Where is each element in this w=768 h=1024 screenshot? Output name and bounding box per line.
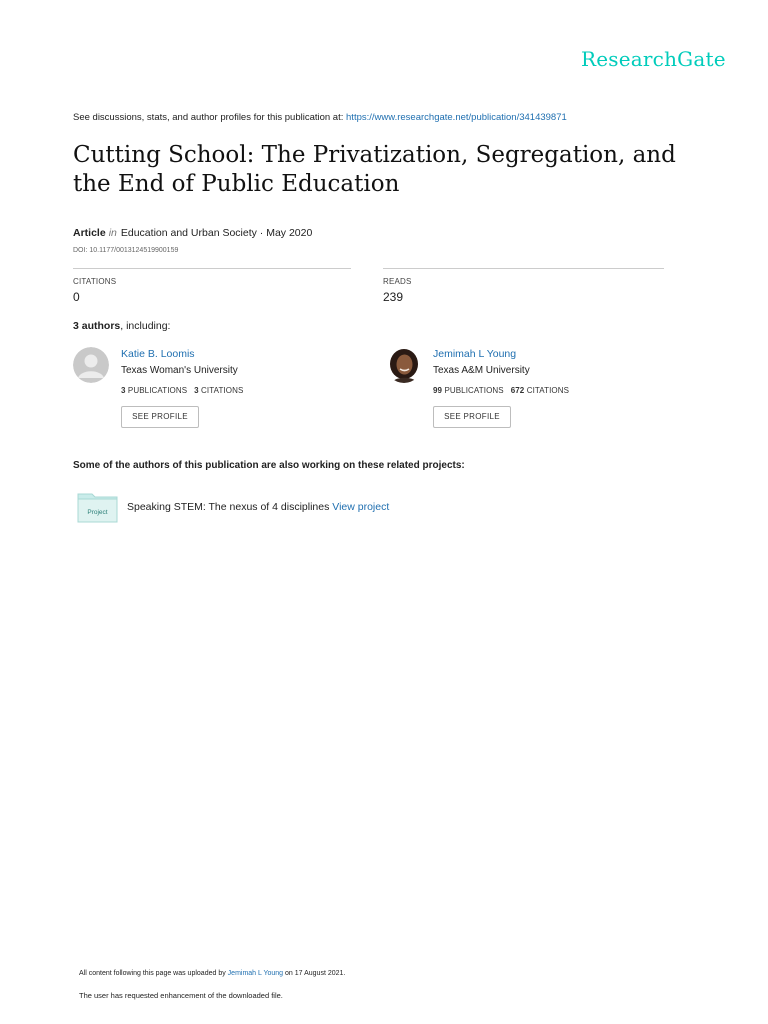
in-word: in [108, 227, 117, 239]
author-1-citations-count: 3 [194, 386, 199, 395]
author-2-name-link[interactable]: Jemimah L Young [433, 348, 517, 360]
author-1-name-link[interactable]: Katie B. Loomis [121, 348, 195, 360]
avatar-placeholder-icon[interactable] [73, 347, 109, 383]
authors-including: , including: [120, 320, 171, 332]
author-2-institution: Texas A&M University [433, 365, 530, 376]
author-2-stats [433, 386, 569, 395]
citations-value: 0 [73, 290, 80, 304]
upload-note [79, 970, 345, 977]
upload-suffix: on 17 August 2021. [285, 970, 346, 977]
discussion-line [73, 112, 567, 123]
author-1-publications-count: 3 [121, 386, 126, 395]
project-line [127, 501, 389, 513]
journal-date[interactable]: Education and Urban Society · May 2020 [120, 227, 313, 239]
author-1-publications-label: PUBLICATIONS [127, 386, 188, 395]
project-folder-icon[interactable] [77, 491, 118, 523]
publication-url-link[interactable]: https://www.researchgate.net/publication/341439871 [346, 112, 567, 123]
uploader-link[interactable]: Jemimah L Young [227, 970, 284, 977]
author-2-see-profile-button[interactable]: SEE PROFILE [433, 406, 511, 428]
enhancement-note: The user has requested enhancement of the downloaded file. [79, 991, 283, 1000]
discussion-text: See discussions, stats, and author profiles for this publication at: [73, 112, 344, 123]
reads-value: 239 [383, 290, 404, 304]
author-2-publications-count: 99 [433, 386, 443, 395]
researchgate-logo[interactable]: ResearchGate [581, 47, 726, 71]
reads-label: READS [383, 277, 412, 286]
view-project-link[interactable]: View project [332, 501, 390, 513]
author-2-citations-count: 672 [510, 386, 525, 395]
author-2-citations-label: CITATIONS [526, 386, 570, 395]
author-2-avatar[interactable] [386, 347, 422, 383]
author-1-institution: Texas Woman's University [121, 365, 238, 376]
related-projects-heading: Some of the authors of this publication are also working on these related projects: [73, 460, 465, 471]
doi[interactable]: DOI: 10.1177/0013124519900159 [73, 247, 179, 254]
article-meta [73, 227, 312, 239]
author-1-see-profile-button[interactable]: SEE PROFILE [121, 406, 199, 428]
citations-divider [73, 268, 351, 269]
reads-divider [383, 268, 664, 269]
authors-count: 3 authors [73, 320, 121, 332]
author-1-stats [121, 386, 243, 395]
project-title: Speaking STEM: The nexus of 4 disciplines [127, 501, 330, 513]
upload-prefix: All content following this page was uploaded by [79, 970, 226, 977]
project-badge-label: Project [87, 509, 108, 516]
author-2-publications-label: PUBLICATIONS [444, 386, 504, 395]
article-title: Cutting School: The Privatization, Segregation, and the End of Public Education [73, 142, 676, 197]
article-type: Article [73, 227, 106, 239]
author-1-citations-label: CITATIONS [201, 386, 244, 395]
authors-heading [73, 320, 170, 332]
citations-label: CITATIONS [73, 277, 117, 286]
